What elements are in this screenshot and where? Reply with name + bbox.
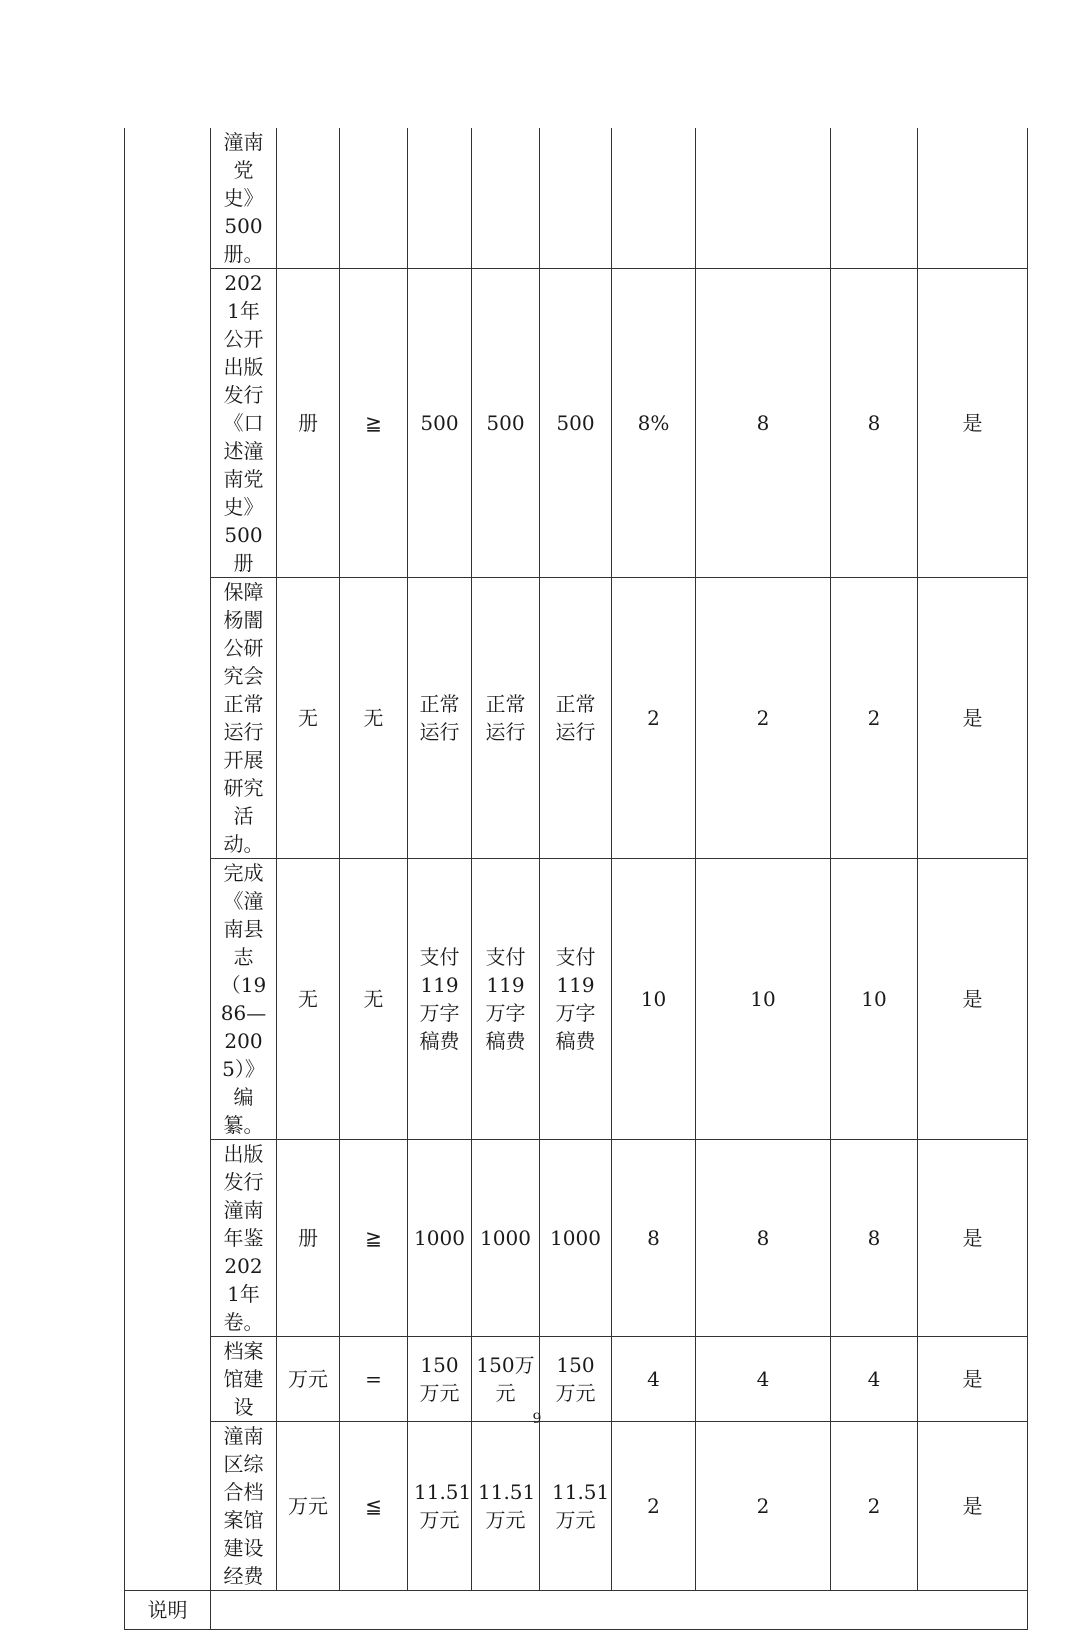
unit-cell: 册 (277, 269, 340, 578)
final-score-cell: 2 (831, 578, 918, 859)
indicator-desc: 保障杨闇公研究会正常运行开展研究活动。 (211, 578, 277, 859)
weight-cell (612, 128, 696, 269)
final-score-cell: 2 (831, 1422, 918, 1591)
operator-cell: ≧ (340, 269, 408, 578)
final-score-cell: 4 (831, 1337, 918, 1422)
score-cell: 2 (696, 1422, 831, 1591)
complete-value (540, 128, 612, 269)
table-row (125, 1337, 1028, 1422)
indicator-desc: 潼南区综合档案馆建设经费 (211, 1422, 277, 1591)
unit-cell (277, 128, 340, 269)
target-value: 500 (408, 269, 472, 578)
operator-cell: ≧ (340, 1140, 408, 1337)
final-score-cell (831, 128, 918, 269)
actual-value (472, 128, 540, 269)
table-row (125, 1140, 1028, 1337)
target-value: 支付119万字稿费 (408, 859, 472, 1140)
complete-value: 150万元 (540, 1337, 612, 1422)
unit-cell: 无 (277, 578, 340, 859)
actual-value: 正常运行 (472, 578, 540, 859)
actual-value: 11.51万元 (472, 1422, 540, 1591)
operator-cell: 无 (340, 578, 408, 859)
achieved-cell: 是 (918, 859, 1028, 1140)
final-score-cell: 8 (831, 1140, 918, 1337)
achieved-cell: 是 (918, 578, 1028, 859)
operator-cell: ≦ (340, 1422, 408, 1591)
table-row (125, 269, 1028, 578)
operator-cell: = (340, 1337, 408, 1422)
table-row (125, 578, 1028, 859)
achieved-cell: 是 (918, 1422, 1028, 1591)
actual-value: 1000 (472, 1140, 540, 1337)
table-row (125, 859, 1028, 1140)
indicator-desc: 潼南党史》500册。 (211, 128, 277, 269)
remarks-content (211, 1591, 1028, 1630)
achieved-cell (918, 128, 1028, 269)
category-cell (125, 128, 211, 1591)
score-cell: 4 (696, 1337, 831, 1422)
score-cell (696, 128, 831, 269)
achieved-cell: 是 (918, 1337, 1028, 1422)
indicator-desc: 完成《潼南县志（1986—2005）》编纂。 (211, 859, 277, 1140)
weight-cell: 8% (612, 269, 696, 578)
table-row (125, 1422, 1028, 1591)
score-cell: 8 (696, 269, 831, 578)
final-score-cell: 10 (831, 859, 918, 1140)
score-cell: 8 (696, 1140, 831, 1337)
unit-cell: 册 (277, 1140, 340, 1337)
target-value: 正常运行 (408, 578, 472, 859)
operator-cell: 无 (340, 859, 408, 1140)
table-row (125, 1591, 1028, 1630)
page-number: 9 (532, 1411, 542, 1427)
weight-cell: 10 (612, 859, 696, 1140)
indicator-desc: 2021年公开出版发行《口述潼南党史》500册 (211, 269, 277, 578)
actual-value: 150万元 (472, 1337, 540, 1422)
target-value: 150万元 (408, 1337, 472, 1422)
unit-cell: 无 (277, 859, 340, 1140)
target-value: 1000 (408, 1140, 472, 1337)
remarks-label: 说明 (125, 1591, 211, 1630)
weight-cell: 4 (612, 1337, 696, 1422)
target-value: 11.51万元 (408, 1422, 472, 1591)
score-cell: 2 (696, 578, 831, 859)
weight-cell: 2 (612, 1422, 696, 1591)
weight-cell: 8 (612, 1140, 696, 1337)
final-score-cell: 8 (831, 269, 918, 578)
complete-value: 正常运行 (540, 578, 612, 859)
target-value (408, 128, 472, 269)
complete-value: 11.51万元 (540, 1422, 612, 1591)
performance-table (124, 128, 1028, 1630)
score-cell: 10 (696, 859, 831, 1140)
achieved-cell: 是 (918, 1140, 1028, 1337)
unit-cell: 万元 (277, 1422, 340, 1591)
achieved-cell: 是 (918, 269, 1028, 578)
operator-cell (340, 128, 408, 269)
weight-cell: 2 (612, 578, 696, 859)
table-row (125, 128, 1028, 269)
actual-value: 500 (472, 269, 540, 578)
unit-cell: 万元 (277, 1337, 340, 1422)
indicator-desc: 档案馆建设 (211, 1337, 277, 1422)
complete-value: 500 (540, 269, 612, 578)
complete-value: 1000 (540, 1140, 612, 1337)
indicator-desc: 出版发行潼南年鉴2021年卷。 (211, 1140, 277, 1337)
complete-value: 支付119万字稿费 (540, 859, 612, 1140)
actual-value: 支付119万字稿费 (472, 859, 540, 1140)
